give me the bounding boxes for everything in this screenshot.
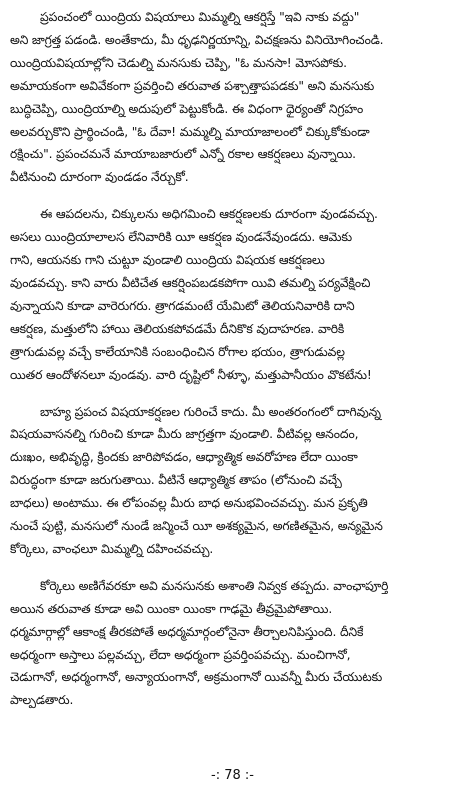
text-line: బుద్ధిచెప్పి, యింద్రియాల్ని అదుపులో పెట్టుకోండి. ఈ విధంగా ధైర్యంతో నిగ్రహం: [10, 101, 364, 116]
text-line: అసలు యింద్రియాలాలస లేనివారికి యీ ఆకర్షణ వుండనేవుండదు. ఆమెకు: [10, 230, 352, 245]
text-line: అని జాగ్రత్త పడండి. అంతేకాదు, మీ ధృఢనిర్ణయాన్ని, విచక్షణను వినియోగించండి.: [10, 32, 384, 47]
text-line: యితర ఆందోళనలూ వుండవు. వారి దృష్టిలో నీళ్ళూ, మత్తుపానీయం వొకటేను!: [10, 367, 372, 382]
text-line: రక్షించు". ప్రపంచమనే మాయాబజారులో ఎన్నో రకాల ఆకర్షణలు వున్నాయి.: [10, 147, 356, 162]
text-line: బాహ్య ప్రపంచ విషయాకర్షణల గురించే కాదు. మీ అంతరంగంలో దాగివున్న: [40, 404, 381, 419]
text-line: ధర్మమార్గాల్లో ఆకాంక్ష తీరకపోతే అధర్మమార్గంలోనైనా తీర్చాలనిపిస్తుంది. దీనికే: [10, 624, 364, 639]
text-line: బాధలు) అంటాము. ఈ లోపంవల్ల మీరు బాధ అనుభవించవచ్చు. మన ప్రకృతి: [10, 496, 368, 511]
page-number: -: 78 :-: [211, 768, 254, 783]
paragraph-4: [10, 575, 455, 712]
text-line: వీటినుంచి దూరంగా వుండడం నేర్చుకో.: [10, 170, 189, 185]
text-line: అయిన తరువాత కూడా అవి యింకా యింకా గాఢమై తీవ్రమైపోతాయి.: [10, 601, 333, 616]
text-line: ప్రపంచంలో యింద్రియ విషయాలు మిమ్మల్ని ఆకర్షిస్తే "ఇవి నాకు వద్దు": [40, 10, 360, 24]
text-line: ఆకర్షణ, మత్తులోని హాయి తెలియకపోవడమే దీనికొక వుదాహరణ. వారికి: [10, 321, 345, 336]
text-line: అధర్మంగా అస్తాలు పల్లవచ్చు, లేదా అధర్మంగా ప్రవర్తింపవచ్చు. మంచిగానో,: [10, 647, 351, 662]
text-line: అమాయకంగా అవివేకంగా ప్రవర్తించి తరువాత పశ్చాత్తాపపడకు" అని మనసుకు: [10, 78, 375, 93]
text-line: చెడుగానో, అధర్మంగానో, అన్యాయంగానో, అక్రమంగానో యివన్నీ మీరు చేయుటకు: [10, 670, 383, 685]
text-line: యింద్రియవిషయాల్లోని చెడుల్ని మనసుకు చెప్పి, "ఓ మనసా! మోసపోకు.: [10, 55, 347, 70]
paragraph-2: [10, 203, 455, 386]
paragraph-1: [10, 6, 455, 189]
text-line: త్రాగుడువల్ల వచ్చే కాలేయానికి సంబంధించిన రోగాల భయం, త్రాగుడువల్ల: [10, 344, 345, 359]
text-line: విరుద్ధంగా కూడా జరుగుతాయి. వీటినే ఆధ్యాత్మిక తాపం (లోనుంచి వచ్చే: [10, 473, 342, 488]
text-line: విషయవాసనల్ని గురించి కూడా మీరు జాగ్రత్తగా వుండాలి. వీటివల్ల ఆనందం,: [10, 427, 359, 442]
text-line: వున్నాయని కూడా వారెరుగరు. త్రాగడమంటే యేమిటో తెలియనివారికి దాని: [10, 298, 355, 313]
text-line: దుఃఖం, అభివృద్ధి, క్రిందకు జారిపోవడం, ఆధ్యాత్మిక అవరోహణ లేదా యింకా: [10, 450, 358, 465]
text-line: గాని, ఆయనకు గాని చుట్టూ వుండాలి యింద్రియ విషయక ఆకర్షణలు: [10, 253, 325, 268]
text-line: వుండవచ్చు. కాని వారు వీటిచేత ఆకర్షింపబడకపోగా యివి తమల్ని పర్యవేక్షించి: [10, 275, 371, 290]
text-line: కోర్కెలు అణిగేవరకూ అవి మనసునకు అశాంతి నివ్వక తప్పదు. వాంఛాపూర్తి: [40, 578, 389, 593]
text-line: ఈ ఆపదలను, చిక్కులను అధిగమించి ఆకర్షణలకు దూరంగా వుండవచ్చు.: [40, 207, 378, 222]
paragraph-3: [10, 401, 455, 561]
text-line: పాల్పడతారు.: [10, 693, 74, 708]
text-line: నుంచే పుట్టి, మనసులో నుండే జన్మించే యీ అశక్యమైన, అగణితమైన, అన్యమైన: [10, 519, 383, 534]
text-line: అలవర్చుకొని ప్రార్థించండి, "ఓ దేవా! మమ్మల్ని మాయాజాలంలో చిక్కుకోకుండా: [10, 124, 370, 139]
text-line: కోర్కెలు, వాంఛలూ మిమ్మల్ని దహించవచ్చు.: [10, 541, 214, 556]
